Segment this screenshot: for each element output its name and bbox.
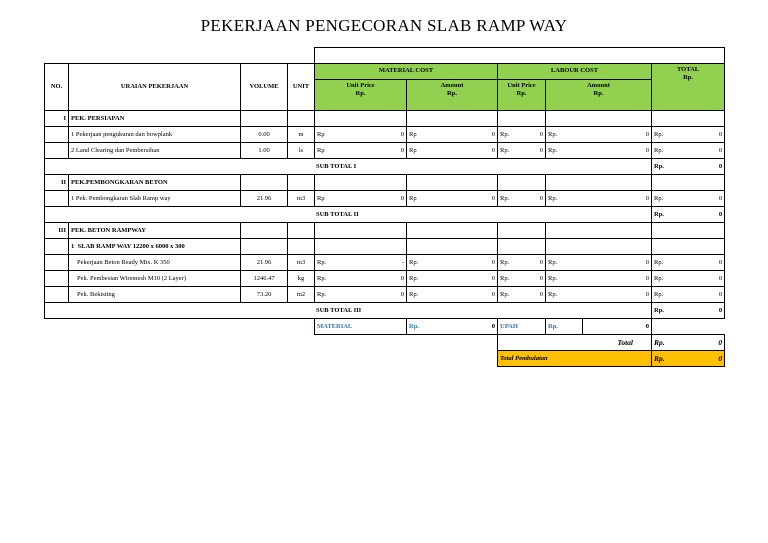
rp-label: Rp. [654,290,664,298]
labour-unit-price: 0 [539,194,543,202]
row-total: 0 [718,290,723,298]
header-material-unit-price [315,79,407,110]
material-unit-price: 0 [400,194,404,202]
rp-label: Rp. [654,274,664,282]
header-material-cost: MATERIAL COST [315,63,498,79]
summary-upah-value: 0 [583,318,652,334]
summary-upah-rp: Rp. [546,318,583,334]
rp-label: Rp. [317,274,327,282]
header-total [652,63,725,110]
rp-label: Rp. [548,130,558,138]
label-rp: Rp. [447,89,457,97]
rp-label: Rp. [500,274,510,282]
label-amount: Amount [440,81,464,89]
row-unit: m [288,126,315,142]
labour-unit-price: 0 [539,258,543,266]
rp-label: Rp. [500,130,510,138]
section-name: PEK. BETON RAMPWAY [69,222,241,238]
label-unit-price: Unit Price [507,81,536,89]
section-no: III [45,222,69,238]
labour-unit-price: 0 [539,274,543,282]
header-total-rp: Rp. [683,73,693,81]
row-total: 0 [718,274,723,282]
rp-label: Rp. [654,162,664,170]
rp-label: Rp. [548,290,558,298]
table-row [45,254,725,270]
header-total-label: TOTAL [676,65,700,73]
material-unit-price: - [401,258,404,266]
summary-material-value: 0 [491,322,495,330]
rp-label: Rp. [654,353,665,363]
subtotal-value: 0 [718,162,723,170]
row-desc: Pekerjaan Beton Ready Mix. K 350 [69,254,241,270]
row-desc: Pekerjaan pengukuran dan bowplank [75,130,173,138]
header-labour-cost: LABOUR COST [498,63,652,79]
rp-label: Rp [317,146,325,154]
subtotal-label: SUB TOTAL I [45,158,652,174]
subsection-name: SLAB RAMP WAY 12200 x 6000 x 300 [77,242,185,250]
rp-label: Rp. [548,274,558,282]
subsection-no: 1 [71,242,75,250]
labour-amount: 0 [645,194,649,202]
subtotal-label: SUB TOTAL III [45,302,652,318]
section-name: PEK.PEMBONGKARAN BETON [69,174,241,190]
subsection-row [45,238,725,254]
section-no: II [45,174,69,190]
material-amount: 0 [491,258,495,266]
section-row [45,110,725,126]
summary-row [45,318,725,334]
rp-label: Rp. [317,290,327,298]
material-amount: 0 [491,194,495,202]
label-amount: Amount [587,81,610,89]
subtotal-label: SUB TOTAL II [45,206,652,222]
rp-label: Rp. [654,258,664,266]
rp-label: Rp. [500,194,510,202]
label-unit-price: Unit Price [346,81,375,89]
row-no: 1 [71,130,75,138]
labour-amount: 0 [645,274,649,282]
summary-upah-label: UPAH [498,318,546,334]
subtotal-row [45,302,725,318]
cost-table [44,47,725,367]
row-volume: 0.00 [241,126,288,142]
rp-label: Rp [317,194,325,202]
rp-label: Rp. [409,258,419,266]
labour-amount: 0 [645,290,649,298]
material-amount: 0 [491,146,495,154]
section-row [45,222,725,238]
header-blank-cell [315,48,725,64]
rp-label: Rp. [654,130,664,138]
row-total: 0 [718,194,723,202]
header-volume: VOLUME [241,63,288,110]
label-rp: Rp. [593,89,604,97]
header-material-amount [407,79,498,110]
labour-unit-price: 0 [539,146,543,154]
material-amount: 0 [491,130,495,138]
row-volume: 73.20 [241,286,288,302]
rp-label: Rp. [654,210,664,218]
rp-label: Rp. [409,322,419,330]
row-unit: m3 [288,254,315,270]
rp-label: Rp. [500,290,510,298]
rp-label: Rp. [548,194,558,202]
rp-label: Rp. [500,146,510,154]
labour-unit-price: 0 [539,290,543,298]
rp-label: Rp. [409,290,419,298]
rp-label: Rp. [548,146,558,154]
section-name: PEK. PERSIAPAN [69,110,241,126]
row-unit: ls [288,142,315,158]
header-unit: UNIT [288,63,315,110]
rp-label: Rp. [317,258,327,266]
summary-material-label: MATERIAL [315,318,407,334]
row-no: 1 [71,194,75,202]
rp-label: Rp. [654,194,664,202]
header-no: NO. [45,63,69,110]
rp-label: Rp. [654,306,664,314]
material-unit-price: 0 [400,290,404,298]
row-volume: 21.96 [241,190,288,206]
section-row [45,174,725,190]
row-unit: kg [288,270,315,286]
rp-label: Rp [409,146,417,154]
rp-label: Rp [317,130,325,138]
subtotal-value: 0 [718,306,723,314]
rp-label: Rp. [654,146,664,154]
material-amount: 0 [491,290,495,298]
row-volume: 1246.47 [241,270,288,286]
label-rp: Rp. [355,89,366,97]
rp-label: Rp [409,194,417,202]
header-uraian: URAIAN PEKERJAAN [69,63,241,110]
row-volume: 1.00 [241,142,288,158]
row-unit: m3 [288,190,315,206]
total-label: Total [498,334,652,350]
material-unit-price: 0 [400,274,404,282]
rp-label: Rp. [409,274,419,282]
subtotal-row [45,206,725,222]
header-labour-unit-price [498,79,546,110]
material-amount: 0 [491,274,495,282]
table-row [45,126,725,142]
total-value: 0 [718,337,723,347]
material-unit-price: 0 [400,146,404,154]
subtotal-value: 0 [718,210,723,218]
labour-amount: 0 [645,130,649,138]
table-row [45,286,725,302]
material-unit-price: 0 [400,130,404,138]
labour-unit-price: 0 [539,130,543,138]
row-unit: m2 [288,286,315,302]
total-row [45,334,725,350]
rounded-total-label: Total Pembulatan [498,350,652,366]
labour-amount: 0 [645,258,649,266]
rounded-total-value: 0 [718,353,723,363]
row-no: 2 [71,146,75,154]
table-row [45,270,725,286]
row-volume: 21.96 [241,254,288,270]
rp-label: Rp. [654,337,665,347]
table-row [45,142,725,158]
rp-label: Rp. [500,258,510,266]
header-labour-amount [546,79,652,110]
subtotal-row [45,158,725,174]
table-row [45,190,725,206]
row-desc: Land Clearing dan Pembersihan [75,146,160,154]
row-desc: Pek. Pembongkaran Slab Ramp way [75,194,171,202]
rounded-total-row [45,350,725,366]
row-desc: Pek. Bekisting [69,286,241,302]
labour-amount: 0 [645,146,649,154]
label-rp: Rp. [516,89,527,97]
section-no: I [45,110,69,126]
page-title: PEKERJAAN PENGECORAN SLAB RAMP WAY [200,16,568,35]
row-total: 0 [718,258,723,266]
rp-label: Rp. [548,258,558,266]
row-total: 0 [718,130,723,138]
row-total: 0 [718,146,723,154]
rp-label: Rp [409,130,417,138]
row-desc: Pek. Pembesian Wiremesh M10 (2 Layer) [69,270,241,286]
